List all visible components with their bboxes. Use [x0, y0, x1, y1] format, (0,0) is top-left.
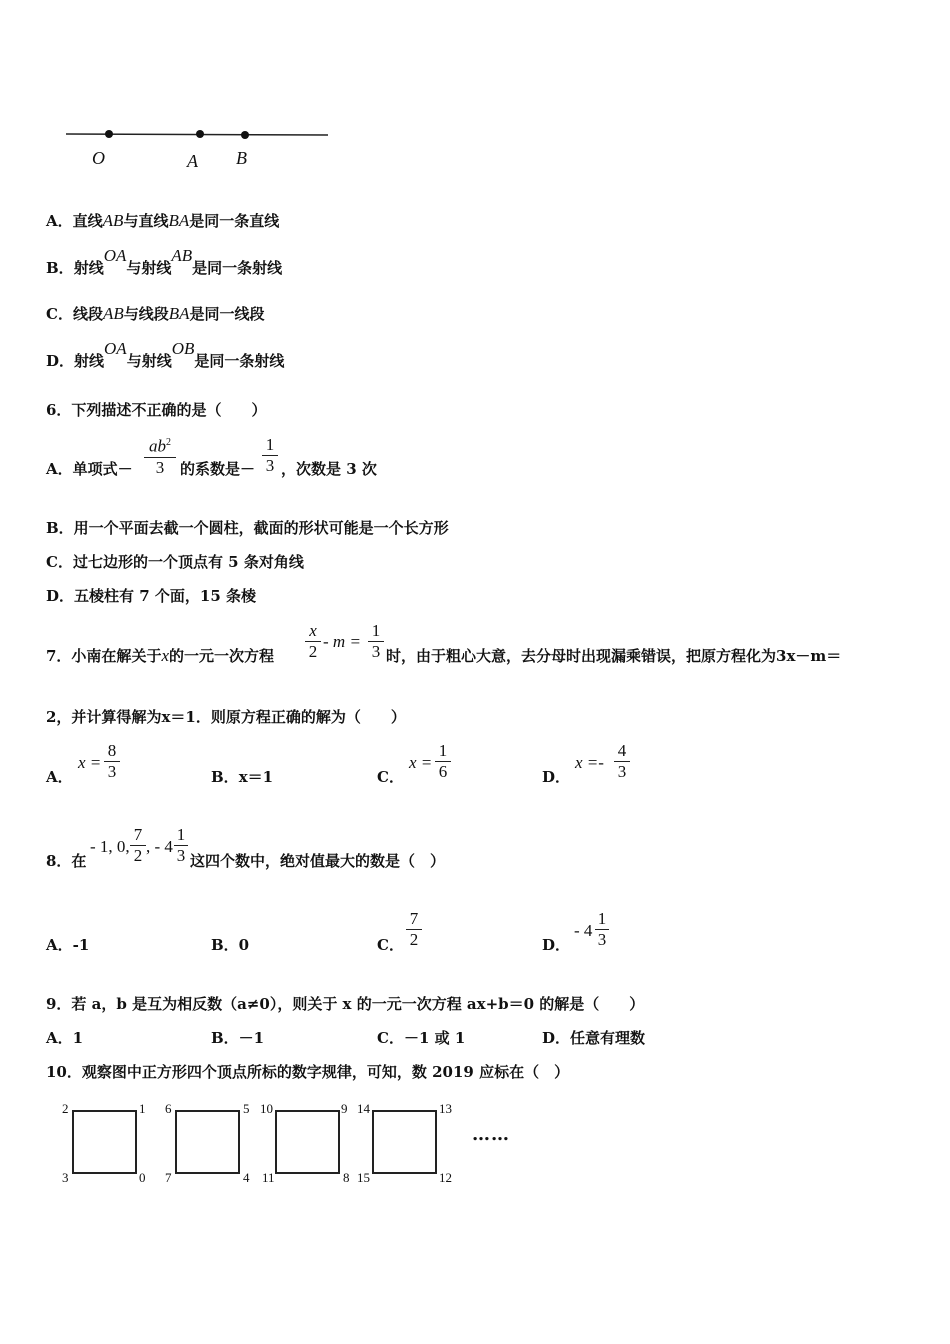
q10-ellipsis: …… [472, 1124, 510, 1145]
square-4-bottom-left: 15 [357, 1170, 370, 1185]
q9-option-b: B．－1 [211, 1029, 265, 1047]
q8-stem-suffix: 这四个数中，绝对值最大的数是（ ） [190, 852, 446, 870]
q7-option-c-letter: C． [377, 768, 404, 786]
q7-option-d-letter: D． [542, 768, 571, 786]
q8-fraction-7-2: 7 2 [130, 826, 146, 865]
q8-option-c-letter: C． [377, 936, 404, 954]
square-3 [275, 1110, 340, 1174]
label-o: O [92, 148, 105, 168]
q8-option-d-fraction: 1 3 [595, 910, 609, 949]
q8-option-d-whole: - 4 [574, 921, 593, 940]
square-3-top-right: 9 [341, 1101, 348, 1116]
point-b [241, 131, 249, 139]
q7-frac-1-over-3: 1 3 [368, 622, 384, 661]
q8-option-c-fraction: 7 2 [406, 910, 422, 949]
q6-stem: 6．下列描述不正确的是（ ） [46, 401, 267, 419]
q5-option-d: D．射线OA与射线OB是同一条射线 [46, 339, 285, 370]
q8-stem-prefix: 8．在 [46, 852, 87, 870]
square-4-top-left: 14 [357, 1101, 370, 1116]
point-o [105, 130, 113, 138]
square-4-bottom-right: 12 [439, 1170, 452, 1185]
square-2-bottom-right: 4 [243, 1170, 250, 1185]
q7-stem-line2: 2，并计算得解为x＝1．则原方程正确的解为（ ） [46, 708, 406, 726]
q7-option-c-lhs: x = [409, 753, 433, 772]
square-2-bottom-left: 7 [165, 1170, 172, 1185]
square-2 [175, 1110, 240, 1174]
q9-option-a: A．1 [46, 1029, 84, 1047]
square-2-top-left: 6 [165, 1101, 172, 1116]
q6-monomial-fraction: $ab^2$ 3 [144, 434, 176, 477]
q7-option-d-lhs: x =- [575, 753, 604, 772]
q6-coefficient-fraction: 1 3 [262, 436, 278, 475]
square-2-top-right: 5 [243, 1101, 250, 1116]
square-4 [372, 1110, 437, 1174]
q8-list-mid: , - 4 [146, 837, 173, 856]
q7-stem-prefix: 7．小南在解关于x的一元一次方程 [46, 646, 275, 665]
q6-option-d: D．五棱柱有 7 个面，15 条棱 [46, 587, 256, 605]
q10-stem: 10．观察图中正方形四个顶点所标的数字规律，可知，数 2019 应标在（ ） [46, 1063, 570, 1081]
square-3-bottom-right: 8 [343, 1170, 350, 1185]
q5-option-b: B．射线OA与射线AB是同一条射线 [46, 246, 283, 277]
q7-option-c-fraction: 1 6 [435, 742, 451, 781]
square-1-top-left: 2 [62, 1101, 69, 1116]
q8-option-a: A．-1 [46, 936, 90, 954]
q9-stem: 9．若 a，b 是互为相反数（a≠0），则关于 x 的一元一次方程 ax+b＝0 的解是（ ） [46, 995, 645, 1013]
square-1-bottom-right: 0 [139, 1170, 146, 1185]
square-1-top-right: 1 [139, 1101, 146, 1116]
square-1-bottom-left: 3 [62, 1170, 69, 1185]
q6-option-b: B．用一个平面去截一个圆柱，截面的形状可能是一个长方形 [46, 519, 449, 537]
q8-option-b: B．0 [211, 936, 250, 954]
q7-option-a-fraction: 8 3 [104, 742, 120, 781]
q6-option-a-suffix: ，次数是 3 次 [281, 460, 377, 478]
point-a [196, 130, 204, 138]
square-1 [72, 1110, 137, 1174]
q8-list-start: - 1, 0, [90, 837, 130, 856]
q7-stem-suffix: 时，由于粗心大意，去分母时出现漏乘错误，把原方程化为3x－m＝ [386, 647, 842, 665]
square-3-top-left: 10 [260, 1101, 273, 1116]
q7-option-a-lhs: x = [78, 753, 102, 772]
q8-mixed-fraction: 1 3 [174, 826, 188, 865]
q7-option-a-letter: A． [46, 768, 73, 786]
q9-option-c: C．－1 或 1 [377, 1029, 466, 1047]
q5-option-c: C．线段AB与线段BA是同一线段 [46, 304, 265, 323]
q6-option-a-prefix: A．单项式－ [46, 460, 133, 478]
q7-minus-m: - m = [323, 632, 361, 651]
q9-option-d: D．任意有理数 [542, 1029, 646, 1047]
q7-option-d-fraction: 4 3 [614, 742, 630, 781]
square-3-bottom-left: 11 [262, 1170, 275, 1185]
q6-option-a-mid: 的系数是－ [180, 460, 256, 478]
q5-option-a: A．直线AB与直线BA是同一条直线 [46, 211, 280, 230]
label-b: B [236, 148, 247, 168]
q8-option-d-letter: D． [542, 936, 571, 954]
label-a: A [187, 151, 198, 171]
q7-frac-x-over-2: x 2 [305, 622, 321, 661]
q7-option-b: B．x＝1 [211, 768, 274, 786]
square-4-top-right: 13 [439, 1101, 452, 1116]
q6-option-c: C．过七边形的一个顶点有 5 条对角线 [46, 553, 304, 571]
